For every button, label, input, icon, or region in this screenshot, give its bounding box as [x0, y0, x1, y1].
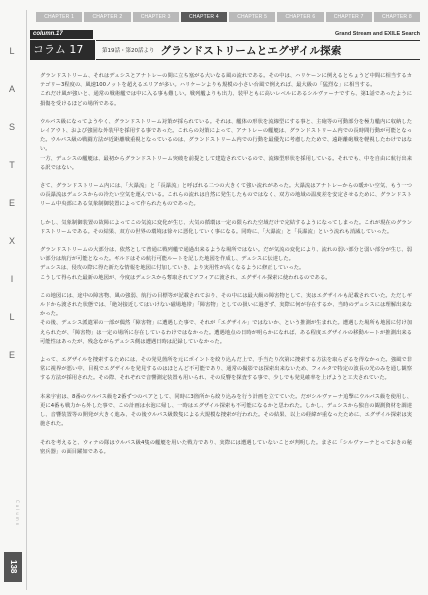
- paragraph: ウルバス級になってようやく、グランドストリーム対策が採られている。それは、艦体の形状を流線型にする事と、主砲等の可動部分を極力艦内に収納したレイアウト、および強固な外装甲を採用する事であった。これらの対策によって、アナトレーの艦艇は、グランドストリーム内での長時間行動が可能となった。ウルバス級の戦闘方法が近距離戦重視となっているのは、グランドストリーム内での行動を最優先に考慮したためで、遠距離砲戦を軽視したわけではない。: [40, 118, 412, 153]
- column-header: [30, 30, 420, 64]
- paragraph: さて、グランドストリーム内には、「大瀑流」と「長瀑流」と呼ばれる二つの大きくて強い流れがあった。大瀑流はアナトレーからの暖かい空気、もう一つの長瀑流はデュシスからの冷たい空気を運んでいる。これらの流れは自然に発生したものではなく、双方の地域の温度差を安定させるために、グランドストリーム中央部にある気象制御装置によって作られたものであった。: [40, 183, 412, 208]
- paragraph: これだけ風が強いと、通常の戦術艦では中に入る事も難しい。戦列艦よりも出力、装甲ともに高いレベルにあるシルヴァーナですら、第1話であったように損傷を受けるほどの場所である。: [40, 91, 412, 107]
- chapter-nav: [36, 12, 420, 22]
- side-letter: T: [9, 160, 15, 170]
- paragraph: しかし、気象制御装置の故障によってこの気流に変化が生じ、大気の循環は一定の限られた空域だけで完結するようになってしまった。これが現在のグランドストリームである。その結果、双方の世界の環境は徐々に悪化していく事になる。同時に、「大瀑流」と「長瀑流」という流れも消滅していった。: [40, 219, 412, 235]
- paragraph: この地図には、途中の障害物、風の強弱、航行の目標等が記載されており、その中には最大級の障害物として、実はエグザイルも記載されていた。ただしギルドから渡された状態では、「絶対接近してはいけない磁場地帯」「障害物」としての扱いに過ぎず、実際に何が存在するか、当時のデュシスには理解出来なかった。: [40, 292, 412, 318]
- paragraph: グランドストリームの大部分は、依然として普通に戦列艦で通過出来るような場所ではない。だが気流の変化により、流れの弱い部分と弱い部分が生じ、弱い部分は航行が可能となった。ギルドはその航行可能ルートを記した地図を作成し、デュシスに伝達した。: [40, 247, 412, 263]
- side-letter: A: [8, 84, 15, 94]
- side-book-title: [6, 46, 18, 360]
- article-body: [40, 72, 412, 466]
- paragraph: デュシスは、侵攻の際に得た新たな情報を地図に付加していき、より実用性が高くなるように修正していった。: [40, 265, 305, 272]
- paragraph: それを考えると、ウィナの隊はウルバス級4隻の艦艇を用いた戦力であり、実際には遭遇していないことが判明した。まさに「シルヴァーナとっておきの秘密兵器」の面目躍如である。: [40, 439, 412, 455]
- side-letter: E: [8, 350, 15, 360]
- paragraph: その後、デュシス派遣軍の一部が偶然「障害物」に遭遇した事で、それが「エグザイル」ではないか、という推測が生まれた。遭遇した場所も地図に付け加えられたが、「障害物」は一定の場所に存在しているわけではなかった。遭遇地点の日時が明らかになれば、ある程度エグザイルの移動ルートが推測出来る可能性はあったが、残念ながらデュシス側は遭遇日時は記録していなかった。: [40, 320, 412, 345]
- main-title: グランドストリームとエグザイル探索: [160, 44, 342, 57]
- episode-reference: 第19話・第20話より: [102, 48, 155, 54]
- title-band: [96, 40, 420, 60]
- page-number: 138: [4, 552, 22, 582]
- side-letter: X: [8, 236, 15, 246]
- chapter-tab-6: CHAPTER 6: [277, 12, 323, 22]
- side-letter: L: [9, 46, 15, 56]
- chapter-tab-1: CHAPTER 1: [36, 12, 82, 22]
- chapter-tab-5: CHAPTER 5: [229, 12, 275, 22]
- side-letter: E: [8, 198, 15, 208]
- side-letter: I: [10, 274, 14, 284]
- paragraph: こうして得られた最新の地図が、今度はデュシスから奪取されてソフィアに渡され、エグザイル探索に使われるのである。: [40, 274, 331, 281]
- side-letter: S: [8, 122, 15, 132]
- chapter-tab-7: CHAPTER 7: [326, 12, 372, 22]
- paragraph: 一方、デュシスの艦艇は、最初からグランドストリーム突破を前提として建造されているので、流線型形状を採用している。それでも、中を自由に航行出来る訳ではない。: [40, 155, 412, 171]
- english-title: Grand Stream and EXILE Search: [335, 31, 420, 37]
- paragraph: グランドストリーム、それはデュシスとアナトレーの間に立ち塞がる大いなる風の流れである。その中は、ハリケーンに例えるとちょうど中間に相当するカテゴリー3程度の、風速100ノットを超えるエリアが多い。ハリケーンよりも規模の小さい台風で例えれば、最大級の「猛烈な」に相当する。: [40, 73, 412, 89]
- column-label: column.17: [30, 30, 93, 39]
- column-title: コラム 17: [30, 40, 95, 60]
- chapter-tab-8: CHAPTER 8: [374, 12, 420, 22]
- chapter-tab-4: CHAPTER 4: [181, 12, 227, 22]
- paragraph: 本来宇宙は、8番のウルバス級を2番ずつのペアとして、同時に3箇所から絞り込みを行う計画を立てていた。だがシルヴァーナ追撃にウルバス級を使用し、更に4番も戦力から外した事で、この計画は水泡に帰し、一時はエグザイル探索も不可能になるかと思われた。しかし、デュシスから独自の観測資材を調達し、音響装置等の開発が大きく進み、その後ウルバス級数隻による大規模な捜索が行われた。その結果、以上の経緯が重なったために、エグザイル探索は実施された。: [40, 393, 412, 428]
- chapter-tab-2: CHAPTER 2: [84, 12, 130, 22]
- side-section-label: Column: [15, 500, 20, 528]
- side-letter: L: [9, 312, 15, 322]
- paragraph: よって、エグザイルを捜索するためには、その発見箇所を元にポイントを絞り込んだ上で、手当たり次第に捜索する方法を取らざるを得なかった。強風で非常に視界が悪い中、目視でエグザイルを発見するのはほとんど不可能であり、通常の撮影では探索出来ないため、フィルタで特定の波長の光のみを通し観察する方法が採用された。その際、それぞれで音響測定装置も用いられ、その反響を探査する事で、少しでも発見確率を上げようと工夫されていた。: [40, 357, 412, 382]
- chapter-tab-3: CHAPTER 3: [133, 12, 179, 22]
